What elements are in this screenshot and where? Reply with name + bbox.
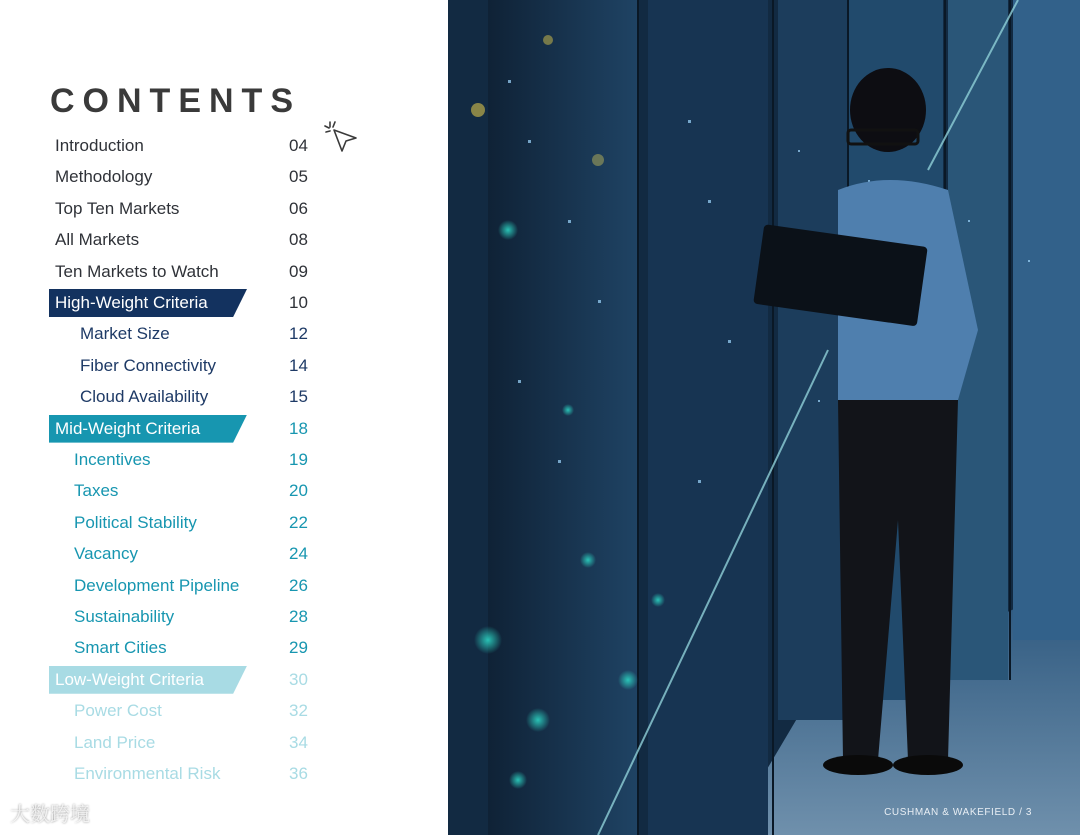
toc-label: All Markets (55, 230, 140, 250)
toc-page-number: 04 (289, 136, 308, 155)
toc-label: High-Weight Criteria (55, 293, 208, 312)
toc-page-number: 14 (289, 355, 308, 375)
toc-section-banner[interactable] (0, 415, 360, 443)
toc-page-number: 19 (289, 450, 308, 469)
toc-page-number: 29 (289, 638, 308, 658)
toc-page-number: 20 (289, 481, 308, 501)
toc-label: Smart Cities (74, 638, 167, 658)
toc-page-number: 09 (289, 261, 308, 281)
toc-entry[interactable] (0, 477, 360, 505)
toc-entry[interactable] (0, 509, 360, 537)
toc-page-number: 34 (289, 732, 308, 752)
toc-entry[interactable] (0, 446, 360, 474)
toc-label: Vacancy (74, 544, 138, 564)
toc-page-number: 12 (289, 324, 308, 344)
toc-page-number: 32 (289, 701, 308, 721)
toc-label: Development Pipeline (74, 575, 240, 595)
toc-page-number: 10 (289, 293, 308, 312)
toc-entry[interactable] (0, 634, 360, 662)
toc-label: Mid-Weight Criteria (55, 418, 201, 438)
toc-page-number: 28 (289, 607, 308, 626)
data-center-photo (448, 0, 1080, 835)
toc-label: Methodology (55, 167, 153, 187)
toc-page-number: 24 (289, 544, 308, 564)
toc-entry[interactable] (0, 226, 360, 254)
toc-label: Low-Weight Criteria (55, 669, 204, 689)
toc-page-number: 06 (289, 198, 308, 218)
toc-section-banner[interactable] (0, 289, 360, 317)
toc-page-number: 36 (289, 764, 308, 783)
page-title: CONTENTS (50, 82, 301, 120)
toc-label: Top Ten Markets (55, 198, 180, 218)
toc-entry[interactable] (0, 383, 360, 411)
toc-entry[interactable] (0, 760, 360, 788)
toc-entry[interactable] (0, 540, 360, 568)
toc-page-number: 30 (289, 669, 308, 689)
toc-label: Environmental Risk (74, 764, 221, 783)
footer-credit: CUSHMAN & WAKEFIELD / 3 (884, 807, 1032, 818)
toc-label: Cloud Availability (80, 387, 209, 407)
toc-entry[interactable] (0, 352, 360, 380)
toc-section-banner[interactable] (0, 666, 360, 694)
toc-page-number: 26 (289, 575, 308, 595)
toc-page-number: 05 (289, 167, 308, 187)
toc-entry[interactable] (0, 195, 360, 223)
toc-entry[interactable] (0, 697, 360, 725)
toc-label: Introduction (55, 136, 144, 155)
toc-label: Sustainability (74, 607, 175, 626)
toc-label: Ten Markets to Watch (55, 261, 219, 281)
toc-entry[interactable] (0, 132, 360, 160)
toc-entry[interactable] (0, 320, 360, 348)
watermark: 大数跨境 (10, 804, 90, 826)
toc-entry[interactable] (0, 572, 360, 600)
toc-entry[interactable] (0, 258, 360, 286)
contents-panel (0, 0, 448, 835)
toc-page-number: 15 (289, 387, 308, 407)
toc-entry[interactable] (0, 603, 360, 631)
toc-label: Land Price (74, 732, 156, 752)
toc-label: Taxes (74, 481, 119, 501)
toc-label: Political Stability (74, 512, 197, 532)
toc-page-number: 18 (289, 418, 308, 438)
toc-entry[interactable] (0, 729, 360, 757)
server-room-image (448, 0, 1080, 835)
toc-page-number: 08 (289, 230, 308, 250)
toc-entry[interactable] (0, 163, 360, 191)
toc-label: Incentives (74, 450, 151, 469)
toc-label: Power Cost (74, 701, 162, 721)
toc-label: Fiber Connectivity (80, 355, 217, 375)
toc-label: Market Size (80, 324, 170, 344)
toc-page-number: 22 (289, 512, 308, 532)
